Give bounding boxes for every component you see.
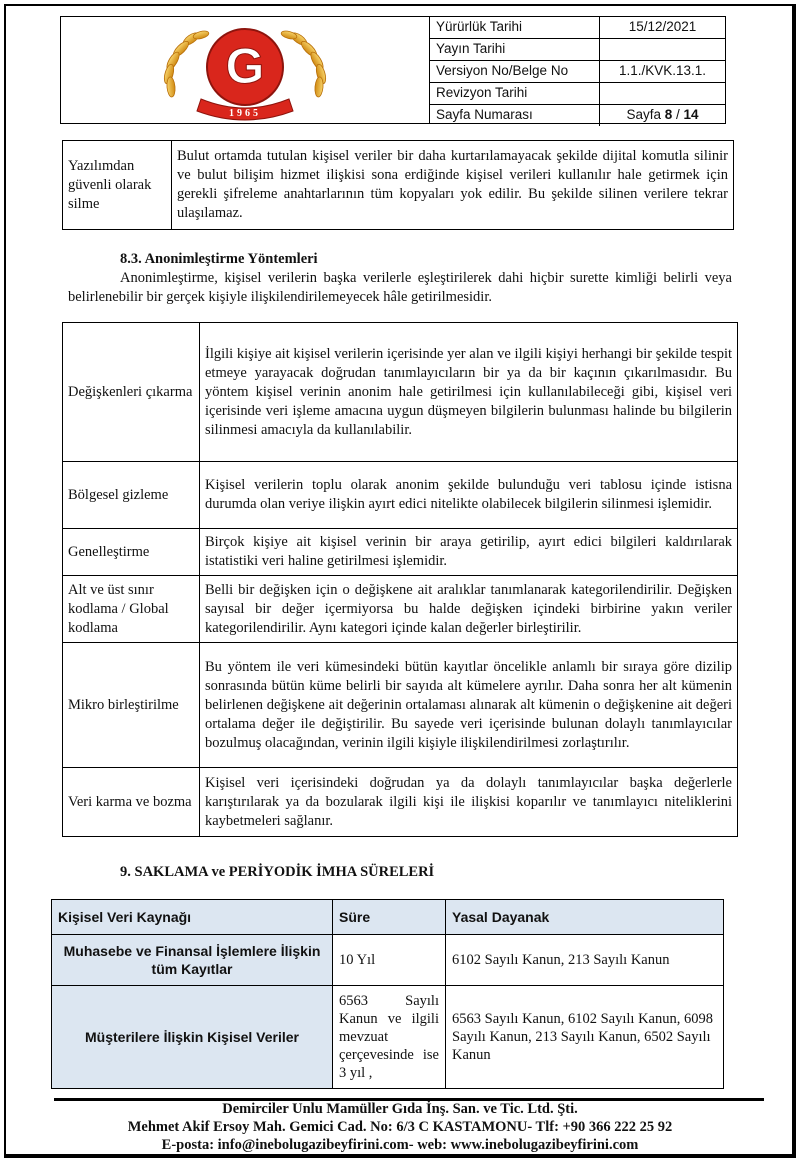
column-header: Süre xyxy=(333,900,446,935)
table-row xyxy=(52,986,724,1089)
meta-key: Revizyon Tarihi xyxy=(430,83,600,104)
meta-value xyxy=(600,39,725,60)
meta-row xyxy=(430,83,725,105)
method-description: Kişisel veri içerisindeki doğrudan ya da dolaylı tanımlayıcılar başka değerlerle karıştırılarak ya da bozularak ilgili kişi ile ilişkisi koparılır ve tanımlayıcı niteliklerini kaybetmeleri sağlanır. xyxy=(200,768,738,837)
company-logo-cell xyxy=(61,17,430,123)
meta-row xyxy=(430,39,725,61)
meta-row xyxy=(430,61,725,83)
section-heading: 9. SAKLAMA ve PERİYODİK İMHA SÜRELERİ xyxy=(120,864,435,880)
table-row xyxy=(63,462,738,529)
legal-basis: 6102 Sayılı Kanun, 213 Sayılı Kanun xyxy=(446,935,724,986)
deletion-method-table xyxy=(62,140,734,230)
meta-key: Sayfa Numarası xyxy=(430,105,600,126)
meta-row xyxy=(430,105,725,126)
anonymization-methods-table xyxy=(62,322,738,837)
section-intro: Anonimleştirme, kişisel verilerin başka verilerle eşleştirilerek dahi hiçbir surette kimliği belirli veya belirlenebilir bir gerçek kişiyle ilişkilendirilemeyecek hâle getirilmesidir. xyxy=(68,270,732,305)
method-description: Belli bir değişken için o değişkene ait aralıklar tanımlanarak kategorilendirilir. Değişken sayısal bir değer içermiyorsa bu halde değişken içindeki birbirine yakın veriler kategorilendirilir. Aynı kategori içinde kalan değerler birleştirilir. xyxy=(200,576,738,643)
method-description: Bulut ortamda tutulan kişisel veriler bir daha kurtarılamayacak şekilde dijital komutla silinir ve bulut bilişim hizmet ilişkisi sona erdiğinde kişisel verileri kullanılır hale getirmek için gerekli şifreleme anahtarlarının tüm kopyaları yok edilir. Bu şekilde silinen verilere tekrar ulaşılamaz. xyxy=(172,141,734,230)
column-header: Yasal Dayanak xyxy=(446,900,724,935)
footer-address: Mehmet Akif Ersoy Mah. Gemici Cad. No: 6/3 C KASTAMONU- Tlf: +90 366 222 25 92 xyxy=(127,1119,673,1135)
meta-key: Yürürlük Tarihi xyxy=(430,17,600,38)
logo-year: 1965 xyxy=(229,108,261,119)
meta-key: Versiyon No/Belge No xyxy=(430,61,600,82)
method-label: Değişkenleri çıkarma xyxy=(63,323,200,462)
method-description: Kişisel verilerin toplu olarak anonim şekilde bulunduğu veri tablosu içinde istisna durumda olan veriye ilişkin ayırt edici nitelikte olabilecek bilgilerin silinmesi işlemidir. xyxy=(200,462,738,529)
method-label: Mikro birleştirilme xyxy=(63,643,200,768)
table-row xyxy=(63,768,738,837)
meta-value xyxy=(600,83,725,104)
section-heading: 8.3. Anonimleştirme Yöntemleri xyxy=(120,251,318,267)
column-header: Kişisel Veri Kaynağı xyxy=(52,900,333,935)
meta-value: 15/12/2021 xyxy=(628,19,697,34)
meta-row xyxy=(430,17,725,39)
table-row xyxy=(63,576,738,643)
page-number: Sayfa 8 / 14 xyxy=(626,107,699,122)
method-description: Birçok kişiye ait kişisel verinin bir araya getirilip, ayırt edici bilgileri kaldırılarak istatistiki veri haline getirilmesi işlemidir. xyxy=(200,529,738,576)
retention-period: 6563 Sayılı Kanun ve ilgili mevzuat çerçevesinde ise 3 yıl , xyxy=(333,986,446,1089)
document-meta-table xyxy=(430,17,725,126)
method-description: İlgili kişiye ait kişisel verilerin içerisinde yer alan ve ilgili kişiyi herhangi bir şekilde tespit etmeye yarayacak doğrudan tanımlayıcıların bir ya da bir kaçının çıkarılmasıdır. Bu yöntem kişisel verinin anonim hale getirilmesi için kullanılabileceği gibi, kişisel veri içerisinde veri işleme amacına uygun düşmeyen bilgilerin bulunması halinde bu bilgilerin silinmesi amacıyla da kullanılabilir. xyxy=(200,323,738,462)
method-label: Alt ve üst sınır kodlama / Global kodlama xyxy=(63,576,200,643)
table-header-row xyxy=(52,900,724,935)
legal-basis: 6563 Sayılı Kanun, 6102 Sayılı Kanun, 6098 Sayılı Kanun, 213 Sayılı Kanun, 6502 Sayılı Kanun xyxy=(446,986,724,1089)
document-header xyxy=(60,16,726,124)
company-logo xyxy=(61,17,429,123)
footer-company: Demirciler Unlu Mamüller Gıda İnş. San. ve Tic. Ltd. Şti. xyxy=(222,1101,578,1117)
method-label: Bölgesel gizleme xyxy=(63,462,200,529)
svg-text:G: G xyxy=(225,38,265,94)
data-source: Müşterilere İlişkin Kişisel Veriler xyxy=(52,986,333,1089)
method-description: Bu yöntem ile veri kümesindeki bütün kayıtlar öncelikle anlamlı bir sıraya göre dizilip sonrasında bütün küme belirli bir sayıda alt kümelere ayrılır. Daha sonra her alt kümenin belirlenen değişkene ait değerinin ortalaması alınarak alt kümenin o değişkenine ait değeri ortalama değer ile değiştirilir. Bu sayede veri içerisinde bulunan dolaylı tanımlayıcılar bozulmuş olacağından, verinin ilgili kişiyle ilişkilendirilmesi zorlaştırılır. xyxy=(200,643,738,768)
method-label: Veri karma ve bozma xyxy=(63,768,200,837)
data-source: Muhasebe ve Finansal İşlemlere İlişkin tüm Kayıtlar xyxy=(52,935,333,986)
table-row xyxy=(63,529,738,576)
meta-key: Yayın Tarihi xyxy=(430,39,600,60)
retention-period: 10 Yıl xyxy=(333,935,446,986)
method-label: Yazılımdan güvenli olarak silme xyxy=(63,141,172,230)
table-row xyxy=(52,935,724,986)
table-row xyxy=(63,141,734,230)
retention-periods-table xyxy=(51,899,724,1089)
footer-contact: E-posta: info@inebolugazibeyfirini.com- web: www.inebolugazibeyfirini.com xyxy=(161,1137,639,1153)
table-row xyxy=(63,643,738,768)
table-row xyxy=(63,323,738,462)
method-label: Genelleştirme xyxy=(63,529,200,576)
meta-value: 1.1./KVK.13.1. xyxy=(618,63,707,78)
